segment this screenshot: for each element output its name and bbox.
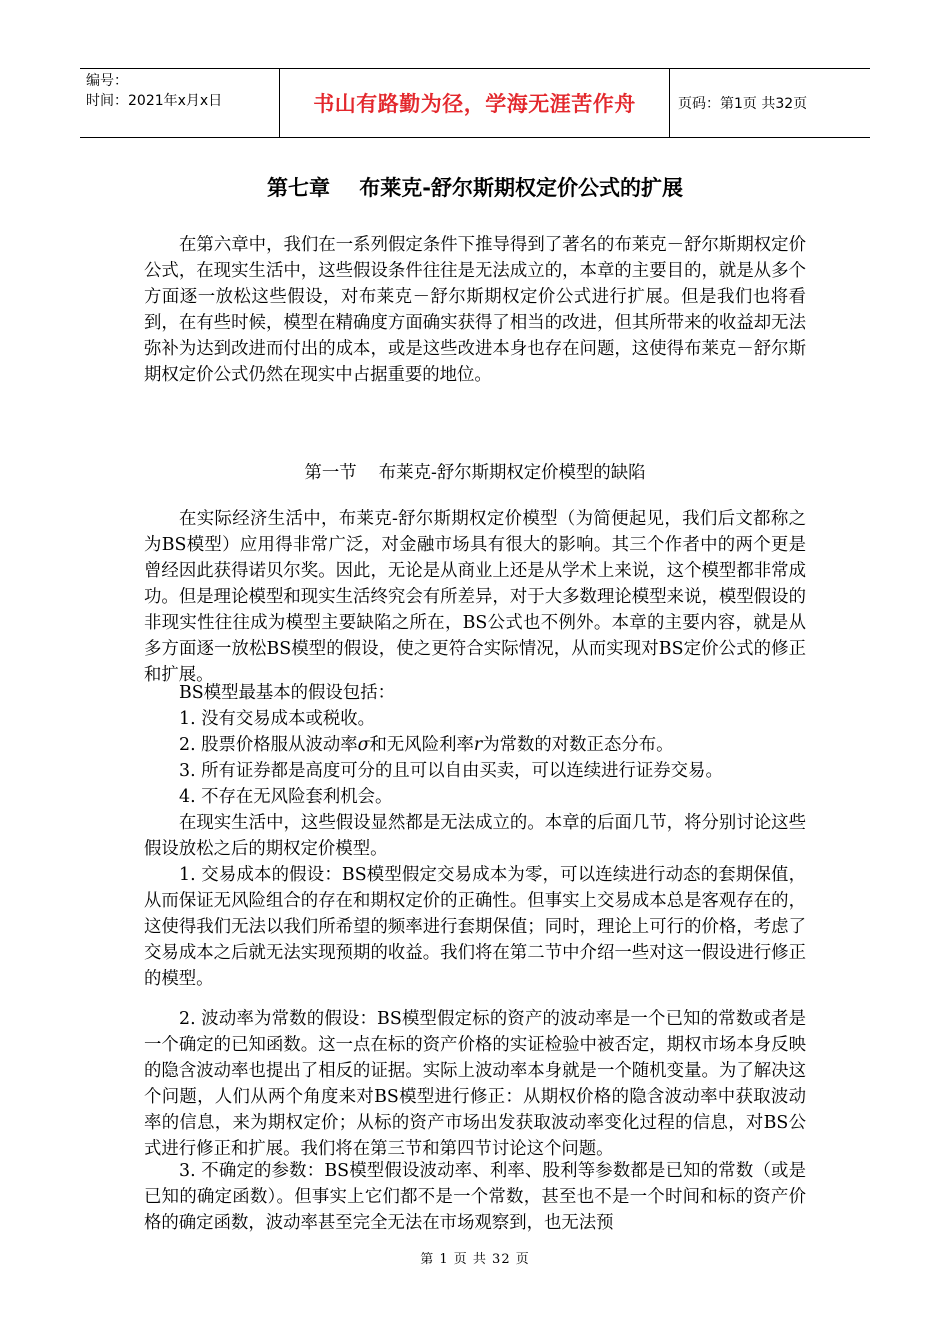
sigma-symbol: σ (357, 735, 370, 755)
header-motto-cell (280, 69, 670, 137)
time-label: 时间：2021年x月x日 (86, 93, 223, 109)
r-symbol: r (473, 735, 483, 755)
code-label: 编号： (86, 73, 128, 89)
section-paragraph: 在实际经济生活中，布莱克-舒尔斯期权定价模型（为简便起见，我们后文都称之为BS模型）应用得非常广泛，对金融市场具有很大的影响。其三个作者中的两个更是曾经因此获得诺贝尔奖。因此，无论是从商业上还是从学术上来说，这个模型都非常成功。但是理论模型和现实生活终究会有所差异，对于大多数理论模型来说，模型假设的非现实性往往成为模型主要缺陷之所在，BS公式也不例外。本章的主要内容，就是从多方面逐一放松BS模型的假设，使之更符合实际情况，从而实现对BS定价公式的修正和扩展。 (144, 509, 806, 685)
chapter-title: 第七章 布莱克-舒尔斯期权定价公式的扩展 (267, 176, 683, 200)
assumption-1: 1. 没有交易成本或税收。 (179, 709, 376, 729)
page-info: 页码：第1页 共32页 (678, 96, 808, 112)
assumption-2-post: 为常数的对数正态分布。 (482, 735, 674, 755)
point-3-paragraph: 3. 不确定的参数：BS模型假设波动率、利率、股利等参数都是已知的常数（或是已知的确定函数）。但事实上它们都不是一个常数，甚至也不是一个时间和标的资产价格的确定函数，波动率甚至完全无法在市场观察到，也无法预 (144, 1161, 806, 1233)
assumptions-intro: BS模型最基本的假设包括： (179, 683, 395, 703)
reality-paragraph: 在现实生活中，这些假设显然都是无法成立的。本章的后面几节，将分别讨论这些假设放松之后的期权定价模型。 (144, 813, 806, 859)
header-table (80, 68, 870, 138)
point-2-paragraph: 2. 波动率为常数的假设：BS模型假定标的资产的波动率是一个已知的常数或者是一个确定的已知函数。这一点在标的资产价格的实证检验中被否定，期权市场本身反映的隐含波动率也提出了相反的证据。实际上波动率本身就是一个随机变量。为了解决这个问题，人们从两个角度来对BS模型进行修正：从期权价格的隐含波动率中获取波动率的信息，来为期权定价；从标的资产市场出发获取波动率变化过程的信息，对BS公式进行修正和扩展。我们将在第三节和第四节讨论这个问题。 (144, 1009, 806, 1159)
assumption-2-pre: 2. 股票价格服从波动率 (179, 735, 358, 755)
motto: 书山有路勤为径，学海无涯苦作舟 (313, 92, 636, 116)
section-title: 第一节 布莱克-舒尔斯期权定价模型的缺陷 (304, 463, 646, 483)
assumption-2-mid: 和无风险利率 (369, 735, 474, 755)
assumption-2 (144, 732, 806, 758)
intro-paragraph: 在第六章中，我们在一系列假定条件下推导得到了著名的布莱克－舒尔斯期权定价公式，在现实生活中，这些假设条件往往是无法成立的，本章的主要目的，就是从多个方面逐一放松这些假设，对布莱克－舒尔斯期权定价公式进行扩展。但是我们也将看到，在有些时候，模型在精确度方面确实获得了相当的改进，但其所带来的收益却无法弥补为达到改进而付出的成本，或是这些改进本身也存在问题，这使得布莱克－舒尔斯期权定价公式仍然在现实中占据重要的地位。 (144, 235, 806, 385)
point-1-paragraph: 1. 交易成本的假设：BS模型假定交易成本为零，可以连续进行动态的套期保值，从而保证无风险组合的存在和期权定价的正确性。但事实上交易成本总是客观存在的，这使得我们无法以我们所希望的频率进行套期保值；同时，理论上可行的价格，考虑了交易成本之后就无法实现预期的收益。我们将在第二节中介绍一些对这一假设进行修正的模型。 (144, 865, 806, 989)
assumption-3: 3. 所有证券都是高度可分的且可以自由买卖，可以连续进行证券交易。 (179, 761, 723, 781)
header-meta-cell (80, 69, 280, 137)
assumption-4: 4. 不存在无风险套利机会。 (179, 787, 393, 807)
page-footer: 第 1 页 共 32 页 (420, 1252, 530, 1267)
header-page-cell (670, 69, 870, 137)
